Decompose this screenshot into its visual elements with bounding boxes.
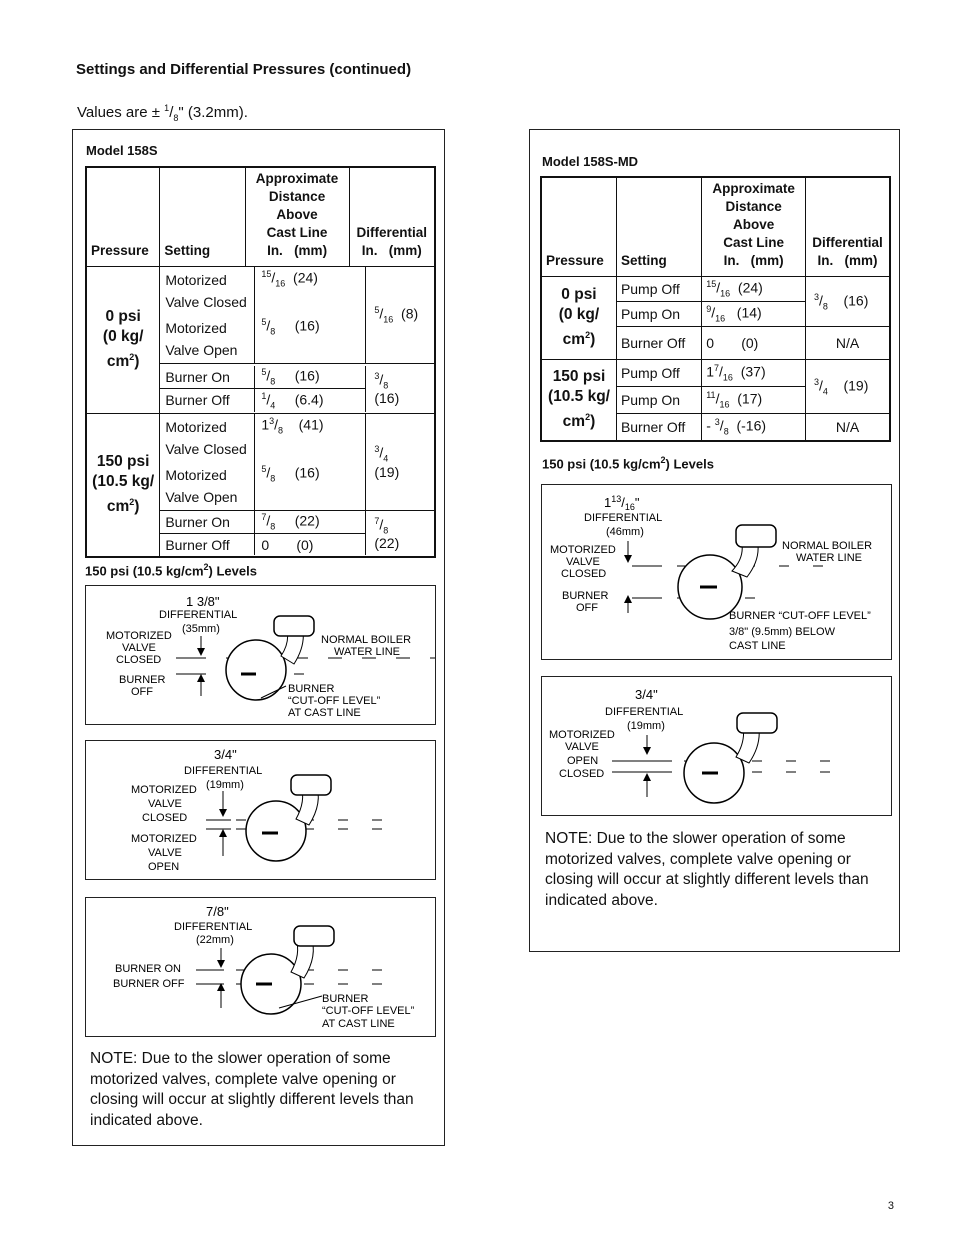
svg-text:CLOSED: CLOSED	[561, 568, 607, 580]
right-diagram-2	[541, 676, 892, 816]
svg-text:BURNER “CUT-OFF LEVEL”: BURNER “CUT-OFF LEVEL”	[729, 610, 871, 622]
svg-text:(46mm): (46mm)	[606, 526, 644, 538]
svg-text:VALVE: VALVE	[148, 798, 182, 810]
svg-text:DIFFERENTIAL: DIFFERENTIAL	[605, 706, 684, 718]
svg-text:BURNER: BURNER	[119, 674, 166, 686]
svg-text:7/8": 7/8"	[206, 904, 229, 919]
svg-text:BURNER ON: BURNER ON	[115, 963, 182, 975]
svg-text:MOTORIZED: MOTORIZED	[106, 630, 172, 642]
svg-text:AT CAST LINE: AT CAST LINE	[322, 1018, 395, 1030]
svg-text:3/8" (9.5mm) BELOW: 3/8" (9.5mm) BELOW	[729, 626, 835, 638]
svg-text:MOTORIZED: MOTORIZED	[550, 544, 616, 556]
tolerance-note: Values are ± $^1/_8$" (3.2mm).	[77, 103, 248, 123]
svg-text:OFF: OFF	[576, 602, 598, 614]
svg-text:(35mm): (35mm)	[182, 623, 220, 635]
setting-cell: Motorized Valve Closed	[160, 267, 255, 315]
pressure-0psi: 0 psi (0 kg/ $cm^2$)	[86, 267, 160, 414]
th-setting: Setting	[160, 167, 245, 267]
svg-text:3/4": 3/4"	[214, 747, 237, 762]
svg-text:NORMAL BOILER: NORMAL BOILER	[782, 540, 873, 552]
svg-text:VALVE: VALVE	[566, 556, 600, 568]
svg-text:DIFFERENTIAL: DIFFERENTIAL	[159, 609, 238, 621]
svg-text:OFF: OFF	[131, 686, 153, 698]
svg-text:MOTORIZED: MOTORIZED	[549, 729, 615, 741]
svg-text:BURNER: BURNER	[322, 993, 369, 1005]
th-pressure: Pressure	[86, 167, 160, 267]
left-diagram-1	[85, 585, 436, 725]
svg-text:OPEN: OPEN	[567, 755, 599, 767]
svg-text:“CUT-OFF LEVEL”: “CUT-OFF LEVEL”	[322, 1005, 415, 1017]
page-number: 3	[887, 1200, 894, 1212]
svg-text:CAST LINE: CAST LINE	[729, 640, 786, 652]
level-diagram-svg	[86, 741, 435, 879]
svg-text:“CUT-OFF LEVEL”: “CUT-OFF LEVEL”	[288, 695, 381, 707]
svg-text:VALVE: VALVE	[565, 741, 599, 753]
svg-text:(22mm): (22mm)	[196, 934, 234, 946]
svg-text:OPEN: OPEN	[148, 861, 180, 873]
svg-text:CLOSED: CLOSED	[116, 654, 162, 666]
svg-text:MOTORIZED: MOTORIZED	[131, 833, 197, 845]
svg-text:WATER LINE: WATER LINE	[796, 552, 863, 564]
svg-text:BURNER: BURNER	[562, 590, 609, 602]
right-panel	[529, 129, 900, 952]
svg-text:113/16": $1^{13}/_{16}$"	[604, 494, 640, 512]
svg-text:BURNER: BURNER	[288, 683, 335, 695]
svg-text:(19mm): (19mm)	[206, 779, 244, 791]
right-note: NOTE: Due to the slower operation of some motorized valves, complete valve opening or closing will occur at slightly different levels than indicated above.	[545, 830, 869, 909]
level-diagram-svg	[86, 898, 435, 1036]
right-model-title: Model 158S-MD	[542, 154, 639, 169]
left-spec-table: Pressure Setting Approximate Distance Above Cast Line In. (mm) Differential In. (mm) 0 psi (0 kg/ $cm^2$) Motorized Valve Closed $^{15}/_{16}$ (24) $^5/_{16}$ (8) Motorized Valve Open $^5/_8$ (16) Burner On $^5/_8$ (16) $^3/_8$ (16) Burner Off $^1/_4$ (6.4) 150 psi (10.5 kg/ $cm^2$) Motorized Valve Closed $1^3/_8$ (41) $^3/_4$ (19) Motorized Valve Open $^5/_8$ (16) Burner On $^7/_8$ (22) $^7/_8$ (22) Burner Off 0 (0)	[85, 166, 436, 558]
svg-text:(19mm): (19mm)	[627, 720, 665, 732]
left-note: NOTE: Due to the slower operation of some motorized valves, complete valve opening or closing will occur at slightly different levels than indicated above.	[90, 1050, 414, 1129]
svg-text:3/4": 3/4"	[635, 687, 658, 702]
right-spec-table: Pressure Setting Approximate Distance Above Cast Line In. (mm) Differential In. (mm) 0 psi (0 kg/ $cm^2$) Pump Off $^{15}/_{16}$ (24) $^3/_8$ (16) Pump On $^9/_{16}$ (14) Burner Off 0 (0) N/A 150 psi (10.5 kg/ $cm^2$) Pump Off $1^7/_{16}$ (37) $^3/_4$ (19) Pump On $^{11}/_{16}$ (17) Burner Off - $^3/_8$ (-16) N/A	[540, 176, 891, 442]
right-levels-title: 150 psi (10.5 $kg/cm^2$) Levels	[542, 455, 714, 472]
svg-text:CLOSED: CLOSED	[559, 768, 605, 780]
th-distance: Approximate Distance Above Cast Line In. (mm)	[245, 167, 349, 267]
svg-text:CLOSED: CLOSED	[142, 812, 188, 824]
left-panel	[72, 129, 445, 1146]
diff-value: 1 3/8"	[186, 594, 220, 609]
svg-text:DIFFERENTIAL: DIFFERENTIAL	[584, 512, 663, 524]
svg-text:DIFFERENTIAL: DIFFERENTIAL	[174, 921, 253, 933]
svg-text:WATER LINE: WATER LINE	[334, 646, 401, 658]
th-differential: Differential In. (mm)	[349, 167, 435, 267]
left-model-title: Model 158S	[86, 143, 158, 158]
svg-text:AT CAST LINE: AT CAST LINE	[288, 707, 361, 719]
svg-text:NORMAL BOILER: NORMAL BOILER	[321, 634, 412, 646]
svg-text:VALVE: VALVE	[148, 847, 182, 859]
svg-text:VALVE: VALVE	[122, 642, 156, 654]
svg-text:BURNER OFF: BURNER OFF	[113, 978, 185, 990]
svg-text:DIFFERENTIAL: DIFFERENTIAL	[184, 765, 263, 777]
level-diagram-svg	[86, 586, 435, 724]
pressure-150psi: 150 psi (10.5 kg/ $cm^2$)	[86, 414, 160, 557]
page-heading: Settings and Differential Pressures (continued)	[76, 61, 412, 78]
left-diagram-2	[85, 740, 436, 880]
svg-text:MOTORIZED: MOTORIZED	[131, 784, 197, 796]
right-diagram-1	[541, 484, 892, 660]
left-levels-title: 150 psi (10.5 $kg/cm^2$) Levels	[85, 562, 257, 579]
left-diagram-3	[85, 897, 436, 1037]
